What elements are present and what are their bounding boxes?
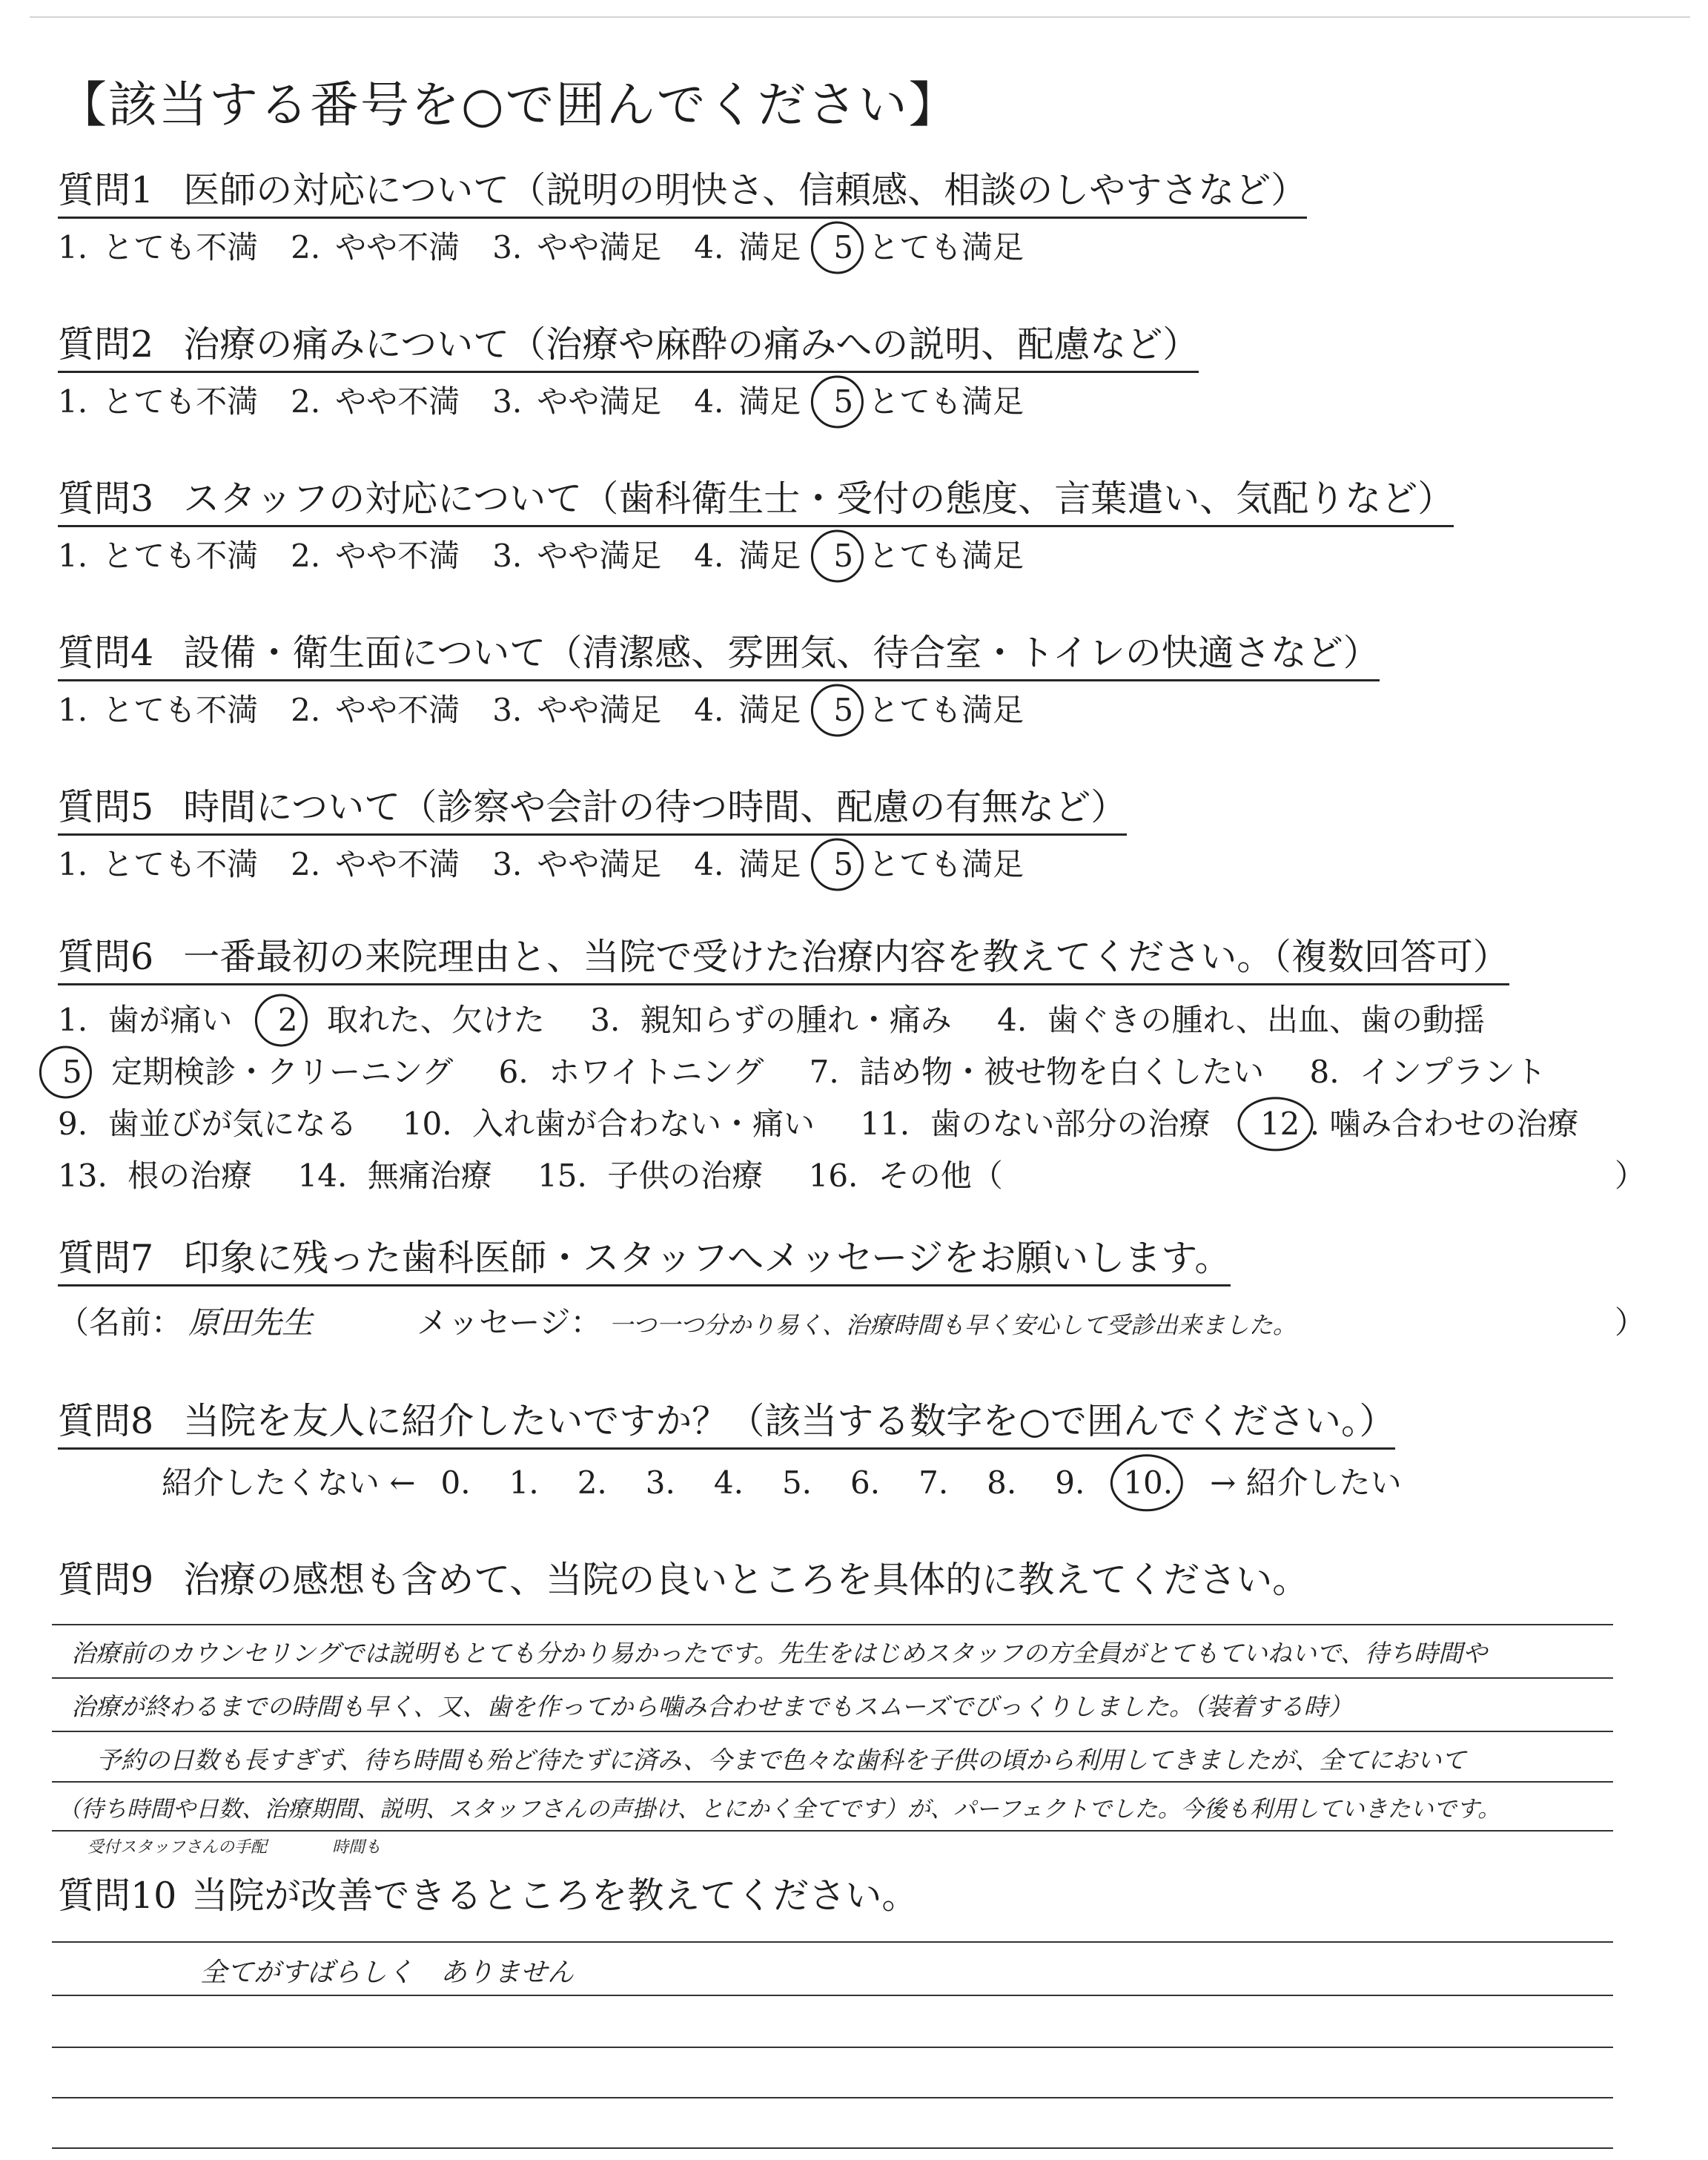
option-number[interactable]: 1. <box>58 846 88 882</box>
q6-option-number[interactable]: 8. <box>1309 1054 1340 1090</box>
option-label: 満足 <box>738 692 801 728</box>
q7-message-label: メッセージ： <box>417 1304 602 1341</box>
q6-option-number[interactable]: 1. <box>58 1002 88 1038</box>
satisfaction-option[interactable] <box>694 690 801 731</box>
satisfaction-option[interactable] <box>492 690 661 731</box>
q6-option-label: 取れた、欠けた <box>326 1002 545 1038</box>
option-number[interactable]: 1. <box>58 383 88 420</box>
option-number[interactable]: 1. <box>58 692 88 728</box>
satisfaction-option[interactable] <box>694 381 801 423</box>
q10-number: 質問10 <box>58 1875 177 1917</box>
option-label: やや満足 <box>537 846 662 882</box>
satisfaction-option[interactable] <box>492 844 661 885</box>
q1-number: 質問1 <box>58 169 154 211</box>
q8-scale-number[interactable]: 5. <box>781 1464 812 1501</box>
option-label: やや不満 <box>335 383 460 420</box>
q9-answer-line: 治療が終わるまでの時間も早く、又、歯を作ってから噛み合わせまでもスムーズでびっくりしました。（装着する時） <box>71 1692 1353 1721</box>
q1-options <box>58 227 1056 268</box>
q7-number: 質問7 <box>58 1237 154 1279</box>
satisfaction-option[interactable] <box>833 227 1024 268</box>
q7-answer <box>58 1302 1297 1346</box>
q6-option-label: 入れ歯が合わない・痛い <box>471 1106 815 1142</box>
option-label: やや満足 <box>537 229 662 265</box>
q5-text: 時間について（診察や会計の待つ時間、配慮の有無など） <box>183 786 1128 828</box>
q8-scale-number[interactable]: 9. <box>1055 1464 1085 1501</box>
q6-option-label: 子供の治療 <box>607 1157 764 1194</box>
q6-option-number[interactable]: 9. <box>58 1106 88 1142</box>
satisfaction-option[interactable] <box>833 381 1024 423</box>
satisfaction-option[interactable] <box>291 690 460 731</box>
q10-rule <box>52 2147 1613 2149</box>
q2-options <box>58 381 1056 423</box>
option-number[interactable]: 4. <box>694 383 724 420</box>
top-border <box>30 16 1690 18</box>
q6-other-close: ） <box>1615 1157 1646 1194</box>
q9-answer-line: 予約の日数も長すぎず、待ち時間も殆ど待たずに済み、今まで色々な歯科を子供の頃から利用してきましたが、全てにおいて <box>96 1745 1466 1774</box>
q7-name-value[interactable]: 原田先生 <box>188 1304 314 1341</box>
option-number[interactable]: 2. <box>291 538 321 574</box>
q2-title <box>58 323 1199 373</box>
q1-title <box>58 169 1307 219</box>
option-number-selected[interactable]: 5 <box>833 690 853 731</box>
option-number-selected[interactable]: 5 <box>833 844 853 885</box>
q4-options <box>58 690 1056 731</box>
q6-option-label: インプラント <box>1359 1054 1546 1090</box>
option-number[interactable]: 3. <box>492 538 523 574</box>
q8-number: 質問8 <box>58 1400 154 1442</box>
satisfaction-option[interactable] <box>492 227 661 268</box>
page-heading: 【該当する番号を○で囲んでください】 <box>58 76 959 133</box>
option-label: とても満足 <box>868 846 1025 882</box>
q6-option-number[interactable]: 16. <box>808 1157 858 1194</box>
q6-option-label: 詰め物・被せ物を白くしたい <box>859 1054 1265 1090</box>
option-label: とても不満 <box>102 538 259 574</box>
q9-title <box>58 1559 1308 1606</box>
option-number[interactable]: 2. <box>291 846 321 882</box>
q8-left-label: 紹介したくない ← <box>162 1464 416 1501</box>
option-number-selected[interactable]: 5 <box>833 381 853 423</box>
option-label: とても不満 <box>102 692 259 728</box>
q10-title <box>58 1875 918 1922</box>
q3-number: 質問3 <box>58 478 154 520</box>
option-label: とても満足 <box>868 692 1025 728</box>
q9-rule <box>52 1731 1613 1732</box>
option-number[interactable]: 3. <box>492 692 523 728</box>
q2-number: 質問2 <box>58 323 154 366</box>
q8-scale-numbers <box>441 1464 1124 1501</box>
q6-row-1 <box>58 1000 1485 1041</box>
satisfaction-option[interactable] <box>833 690 1024 731</box>
satisfaction-option[interactable] <box>694 227 801 268</box>
q6-row-4 <box>58 1155 1003 1197</box>
satisfaction-option[interactable] <box>58 227 258 268</box>
q8-scale-number[interactable]: 4. <box>713 1464 744 1501</box>
option-label: 満足 <box>738 538 801 574</box>
satisfaction-option[interactable] <box>492 381 661 423</box>
q9-answer-line: 治療前のカウンセリングでは説明もとても分かり易かったです。先生をはじめスタッフの方全員がとてもていねいで、待ち時間や <box>71 1639 1488 1668</box>
option-number[interactable]: 3. <box>492 383 523 420</box>
q10-rule <box>52 1995 1613 1996</box>
satisfaction-option[interactable] <box>694 535 801 577</box>
option-label: 満足 <box>738 846 801 882</box>
q9-annotation: 受付スタッフさんの手配 <box>87 1838 268 1857</box>
q8-scale-number[interactable]: 0. <box>440 1464 471 1501</box>
q8-scale-number[interactable]: 7. <box>918 1464 949 1501</box>
q6-row-2 <box>58 1051 1546 1093</box>
q6-option-label: 歯が痛い <box>107 1002 233 1038</box>
q9-annotation: 時間も <box>332 1838 382 1857</box>
option-number[interactable]: 4. <box>694 692 724 728</box>
q6-option-number[interactable]: 13. <box>58 1157 107 1194</box>
q6-option-number[interactable]: 7. <box>809 1054 839 1090</box>
q8-text: 当院を友人に紹介したいですか？（該当する数字を○で囲んでください。） <box>183 1400 1396 1442</box>
satisfaction-option[interactable] <box>291 227 460 268</box>
option-number[interactable]: 2. <box>291 383 321 420</box>
option-number[interactable]: 2. <box>291 229 321 265</box>
q10-rule <box>52 2047 1613 2048</box>
option-label: やや不満 <box>335 846 460 882</box>
satisfaction-option[interactable] <box>291 535 460 577</box>
option-label: やや不満 <box>335 692 460 728</box>
q6-option-number[interactable]: 3. <box>590 1002 620 1038</box>
q6-option-number[interactable]: 15. <box>537 1157 587 1194</box>
q4-number: 質問4 <box>58 632 154 674</box>
q6-option-label: 定期検診・クリーニング <box>111 1054 454 1090</box>
q6-option-label: 親知らずの腫れ・痛み <box>640 1002 952 1038</box>
q6-option-number[interactable]: 14. <box>297 1157 348 1194</box>
q6-option-number-selected[interactable]: 5 <box>62 1051 82 1093</box>
q9-rule <box>52 1781 1613 1783</box>
q9-number: 質問9 <box>58 1559 154 1601</box>
q6-other-label: その他（ <box>878 1157 1003 1194</box>
q4-text: 設備・衛生面について（清潔感、雰囲気、待合室・トイレの快適さなど） <box>183 632 1380 674</box>
option-label: 満足 <box>738 229 801 265</box>
q8-scale <box>162 1462 1402 1504</box>
q6-option-number[interactable]: 6. <box>498 1054 529 1090</box>
q8-title <box>58 1400 1395 1450</box>
option-number[interactable]: 3. <box>492 229 523 265</box>
q6-option-label: ホワイトニング <box>549 1054 764 1090</box>
q7-text: 印象に残った歯科医師・スタッフへメッセージをお願いします。 <box>183 1237 1231 1279</box>
satisfaction-option[interactable] <box>833 535 1024 577</box>
option-label: とても不満 <box>102 383 259 420</box>
q10-rule <box>52 2097 1613 2098</box>
option-label: とても不満 <box>102 846 259 882</box>
q9-rule <box>52 1830 1613 1832</box>
option-number-selected[interactable]: 5 <box>833 535 853 577</box>
q8-scale-number[interactable]: 3. <box>645 1464 675 1501</box>
q6-option-label: 歯ぐきの腫れ、出血、歯の動揺 <box>1047 1002 1486 1038</box>
satisfaction-option[interactable] <box>58 844 258 885</box>
q10-text: 当院が改善できるところを教えてください。 <box>191 1875 918 1917</box>
q7-name-label: （名前： <box>58 1304 183 1341</box>
option-label: とても満足 <box>868 229 1025 265</box>
q6-option-label: . 噛み合わせの治療 <box>1309 1106 1579 1142</box>
q5-number: 質問5 <box>58 786 154 828</box>
q6-option-number[interactable]: 11. <box>860 1106 910 1142</box>
option-label: 満足 <box>738 383 801 420</box>
option-label: やや満足 <box>537 538 662 574</box>
q3-text: スタッフの対応について（歯科衛生士・受付の態度、言葉遣い、気配りなど） <box>183 478 1454 520</box>
q6-title <box>58 936 1509 985</box>
q7-message-value[interactable]: 一つ一つ分かり易く、治療時間も早く安心して受診出来ました。 <box>609 1311 1297 1339</box>
q1-text: 医師の対応について（説明の明快さ、信頼感、相談のしやすさなど） <box>183 169 1308 211</box>
q8-scale-number[interactable]: 6. <box>850 1464 881 1501</box>
q6-row-3 <box>58 1103 1578 1145</box>
satisfaction-option[interactable] <box>291 381 460 423</box>
q10-rule <box>52 1941 1613 1943</box>
option-number-selected[interactable]: 5 <box>833 227 853 268</box>
q5-title <box>58 786 1127 836</box>
q9-rule <box>52 1624 1613 1625</box>
option-number[interactable]: 4. <box>694 229 724 265</box>
option-label: やや満足 <box>537 383 662 420</box>
q8-scale-number[interactable]: 8. <box>987 1464 1017 1501</box>
q3-options <box>58 535 1056 577</box>
q9-answer-line: （待ち時間や日数、治療期間、説明、スタッフさんの声掛け、とにかく全てです）が、パーフェクトでした。今後も利用していきたいです。 <box>58 1796 1501 1823</box>
option-label: やや不満 <box>335 538 460 574</box>
option-number[interactable]: 1. <box>58 229 88 265</box>
option-label: とても満足 <box>868 538 1025 574</box>
q10-answer[interactable]: 全てがすばらしく ありません <box>200 1958 575 1988</box>
satisfaction-option[interactable] <box>58 381 258 423</box>
q6-option-number[interactable]: 10. <box>402 1106 452 1142</box>
q6-option-number-selected[interactable]: 2 <box>278 1000 298 1041</box>
satisfaction-option[interactable] <box>492 535 661 577</box>
q6-number: 質問6 <box>58 936 154 978</box>
option-number[interactable]: 4. <box>694 538 724 574</box>
q2-text: 治療の痛みについて（治療や麻酔の痛みへの説明、配慮など） <box>183 323 1199 366</box>
q7-title <box>58 1237 1231 1287</box>
q8-right-label: → 紹介したい <box>1210 1464 1402 1501</box>
q6-option-label: 無痛治療 <box>367 1157 492 1194</box>
q6-option-label: 根の治療 <box>128 1157 253 1194</box>
option-number[interactable]: 2. <box>291 692 321 728</box>
q6-option-number-selected[interactable]: 12 <box>1260 1103 1300 1145</box>
q5-options <box>58 844 1056 885</box>
q8-selected-number[interactable]: 10. <box>1123 1462 1173 1504</box>
satisfaction-option[interactable] <box>291 844 460 885</box>
q9-rule <box>52 1677 1613 1679</box>
option-label: とても不満 <box>102 229 259 265</box>
q6-option-label: 歯のない部分の治療 <box>930 1106 1211 1142</box>
option-number[interactable]: 3. <box>492 846 523 882</box>
q9-text: 治療の感想も含めて、当院の良いところを具体的に教えてください。 <box>183 1559 1309 1601</box>
satisfaction-option[interactable] <box>58 535 258 577</box>
q6-option-label: 歯並びが気になる <box>107 1106 357 1142</box>
satisfaction-option[interactable] <box>694 844 801 885</box>
q6-option-number[interactable]: 4. <box>997 1002 1027 1038</box>
q6-text: 一番最初の来院理由と、当院で受けた治療内容を教えてください。（複数回答可） <box>183 936 1509 978</box>
option-number[interactable]: 4. <box>694 846 724 882</box>
option-label: やや満足 <box>537 692 662 728</box>
q7-close: ） <box>1615 1304 1646 1341</box>
q4-title <box>58 632 1380 681</box>
option-label: やや不満 <box>335 229 460 265</box>
q3-title <box>58 478 1454 527</box>
option-number[interactable]: 1. <box>58 538 88 574</box>
q8-scale-number[interactable]: 1. <box>509 1464 539 1501</box>
satisfaction-option[interactable] <box>58 690 258 731</box>
satisfaction-option[interactable] <box>833 844 1024 885</box>
q8-scale-number[interactable]: 2. <box>577 1464 607 1501</box>
option-label: とても満足 <box>868 383 1025 420</box>
